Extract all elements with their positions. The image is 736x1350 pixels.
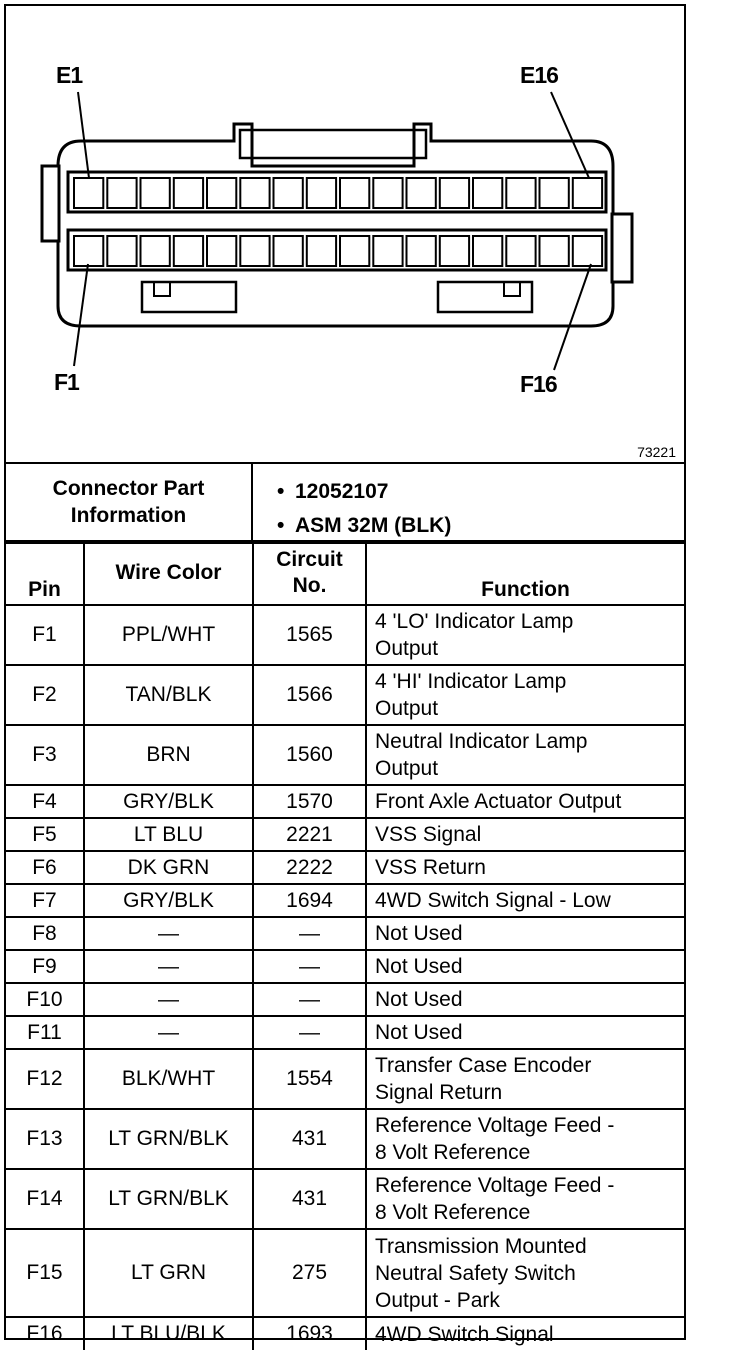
pin-cavity-f14 bbox=[506, 236, 535, 266]
pin-cavity-f15 bbox=[540, 236, 569, 266]
latch-window bbox=[240, 130, 426, 158]
bottom-lock-right-notch bbox=[504, 282, 520, 296]
wire-color-cell: GRY/BLK bbox=[84, 884, 253, 917]
part-number-item bbox=[277, 480, 389, 504]
pin-cavity-e13 bbox=[473, 178, 502, 208]
function-cell: Front Axle Actuator Output bbox=[366, 785, 684, 818]
pin-cavity-e6 bbox=[240, 178, 269, 208]
circuit-cell: 1566 bbox=[253, 665, 366, 725]
pin-cavity-e16 bbox=[573, 178, 602, 208]
function-cell: Neutral Indicator Lamp Output bbox=[366, 725, 684, 785]
pin-cell: F13 bbox=[6, 1109, 84, 1169]
pinout-table bbox=[6, 542, 684, 1350]
table-row bbox=[6, 851, 684, 884]
pin-cell: F4 bbox=[6, 785, 84, 818]
table-header-row bbox=[6, 543, 684, 605]
table-row bbox=[6, 605, 684, 665]
wire-color-cell: LT GRN bbox=[84, 1229, 253, 1317]
connector-info-label: Connector Part Information bbox=[6, 464, 253, 540]
pin-cell: F2 bbox=[6, 665, 84, 725]
function-cell: 4 'HI' Indicator Lamp Output bbox=[366, 665, 684, 725]
pin-cavity-e7 bbox=[274, 178, 303, 208]
function-cell: Reference Voltage Feed - 8 Volt Reference bbox=[366, 1169, 684, 1229]
pin-cavity-f2 bbox=[107, 236, 136, 266]
circuit-cell: 431 bbox=[253, 1109, 366, 1169]
pin-cavity-f5 bbox=[207, 236, 236, 266]
table-row bbox=[6, 785, 684, 818]
wire-color-cell: — bbox=[84, 983, 253, 1016]
pin-cavity-f3 bbox=[141, 236, 170, 266]
pin-cavity-e4 bbox=[174, 178, 203, 208]
function-cell: Not Used bbox=[366, 917, 684, 950]
wire-color-cell: — bbox=[84, 917, 253, 950]
pin-cavity-f13 bbox=[473, 236, 502, 266]
assembly-item bbox=[277, 514, 452, 538]
pin-cavity-f6 bbox=[240, 236, 269, 266]
circuit-cell: — bbox=[253, 1016, 366, 1049]
pin-cell: F16 bbox=[6, 1317, 84, 1350]
function-cell: 4WD Switch Signal bbox=[366, 1317, 684, 1350]
function-cell: Not Used bbox=[366, 950, 684, 983]
pin-cavity-f12 bbox=[440, 236, 469, 266]
figure-number: 73221 bbox=[637, 444, 676, 460]
pin-cavity-f9 bbox=[340, 236, 369, 266]
pin-cavity-e2 bbox=[107, 178, 136, 208]
pin-cavity-f7 bbox=[274, 236, 303, 266]
function-cell: VSS Signal bbox=[366, 818, 684, 851]
connector-sheet bbox=[4, 4, 686, 1346]
leader-f16 bbox=[554, 264, 591, 370]
pin-cell: F14 bbox=[6, 1169, 84, 1229]
row-f-pins bbox=[74, 236, 602, 266]
table-row bbox=[6, 1317, 684, 1350]
pin-cavity-f10 bbox=[373, 236, 402, 266]
wire-color-cell: GRY/BLK bbox=[84, 785, 253, 818]
pin-cavity-f4 bbox=[174, 236, 203, 266]
row-e-pins bbox=[74, 178, 602, 208]
circuit-cell: 1694 bbox=[253, 884, 366, 917]
pin-cavity-f8 bbox=[307, 236, 336, 266]
bullet-icon: • bbox=[277, 514, 285, 537]
function-cell: Not Used bbox=[366, 1016, 684, 1049]
table-row bbox=[6, 1169, 684, 1229]
table-row bbox=[6, 950, 684, 983]
bullet-icon: • bbox=[277, 480, 285, 503]
label-e16: E16 bbox=[520, 62, 558, 88]
connector-info-values bbox=[253, 464, 684, 540]
pin-cell: F1 bbox=[6, 605, 84, 665]
function-cell: Transmission Mounted Neutral Safety Switch Output - Park bbox=[366, 1229, 684, 1317]
function-cell: 4WD Switch Signal - Low bbox=[366, 884, 684, 917]
assembly-code: ASM 32M (BLK) bbox=[295, 514, 452, 537]
circuit-cell: — bbox=[253, 983, 366, 1016]
function-cell: Reference Voltage Feed - 8 Volt Reference bbox=[366, 1109, 684, 1169]
header-wire-color: Wire Color bbox=[84, 543, 253, 605]
table-row bbox=[6, 1049, 684, 1109]
header-function: Function bbox=[366, 543, 684, 605]
table-row bbox=[6, 665, 684, 725]
table-row bbox=[6, 1109, 684, 1169]
pin-cavity-e11 bbox=[407, 178, 436, 208]
circuit-cell: 275 bbox=[253, 1229, 366, 1317]
bottom-lock-left-notch bbox=[154, 282, 170, 296]
right-side-tab bbox=[612, 214, 632, 282]
pin-cell: F10 bbox=[6, 983, 84, 1016]
table-row bbox=[6, 1229, 684, 1317]
wire-color-cell: LT GRN/BLK bbox=[84, 1109, 253, 1169]
wire-color-cell: PPL/WHT bbox=[84, 605, 253, 665]
pin-cell: F6 bbox=[6, 851, 84, 884]
wire-color-cell: TAN/BLK bbox=[84, 665, 253, 725]
pin-cavity-e9 bbox=[340, 178, 369, 208]
label-f1: F1 bbox=[54, 369, 79, 395]
circuit-cell: 2221 bbox=[253, 818, 366, 851]
table-row bbox=[6, 983, 684, 1016]
connector-diagram bbox=[6, 6, 684, 464]
pin-cavity-e1 bbox=[74, 178, 103, 208]
pin-cell: F9 bbox=[6, 950, 84, 983]
label-e1: E1 bbox=[56, 62, 83, 88]
function-cell: VSS Return bbox=[366, 851, 684, 884]
pin-cell: F7 bbox=[6, 884, 84, 917]
leader-e1 bbox=[78, 92, 89, 178]
circuit-cell: 2222 bbox=[253, 851, 366, 884]
circuit-cell: 1554 bbox=[253, 1049, 366, 1109]
wire-color-cell: — bbox=[84, 1016, 253, 1049]
function-cell: Transfer Case Encoder Signal Return bbox=[366, 1049, 684, 1109]
part-number: 12052107 bbox=[295, 480, 389, 503]
header-pin: Pin bbox=[6, 543, 84, 605]
leader-e16 bbox=[551, 92, 589, 178]
wire-color-cell: LT BLU bbox=[84, 818, 253, 851]
header-circuit-text: Circuit No. bbox=[276, 548, 343, 597]
circuit-cell: 1693 bbox=[253, 1317, 366, 1350]
table-row bbox=[6, 917, 684, 950]
table-row bbox=[6, 725, 684, 785]
pin-cell: F5 bbox=[6, 818, 84, 851]
pin-cavity-f1 bbox=[74, 236, 103, 266]
header-circuit bbox=[253, 543, 366, 605]
table-row bbox=[6, 1016, 684, 1049]
wire-color-cell: LT BLU/BLK bbox=[84, 1317, 253, 1350]
table-row bbox=[6, 818, 684, 851]
pin-cavity-e10 bbox=[373, 178, 402, 208]
pin-cavity-e3 bbox=[141, 178, 170, 208]
pin-cell: F12 bbox=[6, 1049, 84, 1109]
leader-f1 bbox=[74, 264, 88, 366]
connector-drawing bbox=[6, 6, 686, 462]
pin-cavity-f11 bbox=[407, 236, 436, 266]
pin-cavity-e15 bbox=[540, 178, 569, 208]
wire-color-cell: — bbox=[84, 950, 253, 983]
function-cell: Not Used bbox=[366, 983, 684, 1016]
pin-cell: F11 bbox=[6, 1016, 84, 1049]
wire-color-cell: DK GRN bbox=[84, 851, 253, 884]
circuit-cell: 1560 bbox=[253, 725, 366, 785]
circuit-cell: 1570 bbox=[253, 785, 366, 818]
wire-color-cell: BRN bbox=[84, 725, 253, 785]
label-f16: F16 bbox=[520, 371, 557, 397]
table-row bbox=[6, 884, 684, 917]
pin-cavity-f16 bbox=[573, 236, 602, 266]
circuit-cell: — bbox=[253, 950, 366, 983]
circuit-cell: — bbox=[253, 917, 366, 950]
pin-cell: F15 bbox=[6, 1229, 84, 1317]
pin-cavity-e8 bbox=[307, 178, 336, 208]
pin-cell: F8 bbox=[6, 917, 84, 950]
connector-part-info bbox=[6, 464, 684, 542]
wire-color-cell: BLK/WHT bbox=[84, 1049, 253, 1109]
function-cell: 4 'LO' Indicator Lamp Output bbox=[366, 605, 684, 665]
table-body bbox=[6, 605, 684, 1350]
pin-cavity-e14 bbox=[506, 178, 535, 208]
circuit-cell: 431 bbox=[253, 1169, 366, 1229]
pin-cavity-e5 bbox=[207, 178, 236, 208]
circuit-cell: 1565 bbox=[253, 605, 366, 665]
wire-color-cell: LT GRN/BLK bbox=[84, 1169, 253, 1229]
pin-cavity-e12 bbox=[440, 178, 469, 208]
left-side-tab bbox=[42, 166, 59, 241]
pin-cell: F3 bbox=[6, 725, 84, 785]
